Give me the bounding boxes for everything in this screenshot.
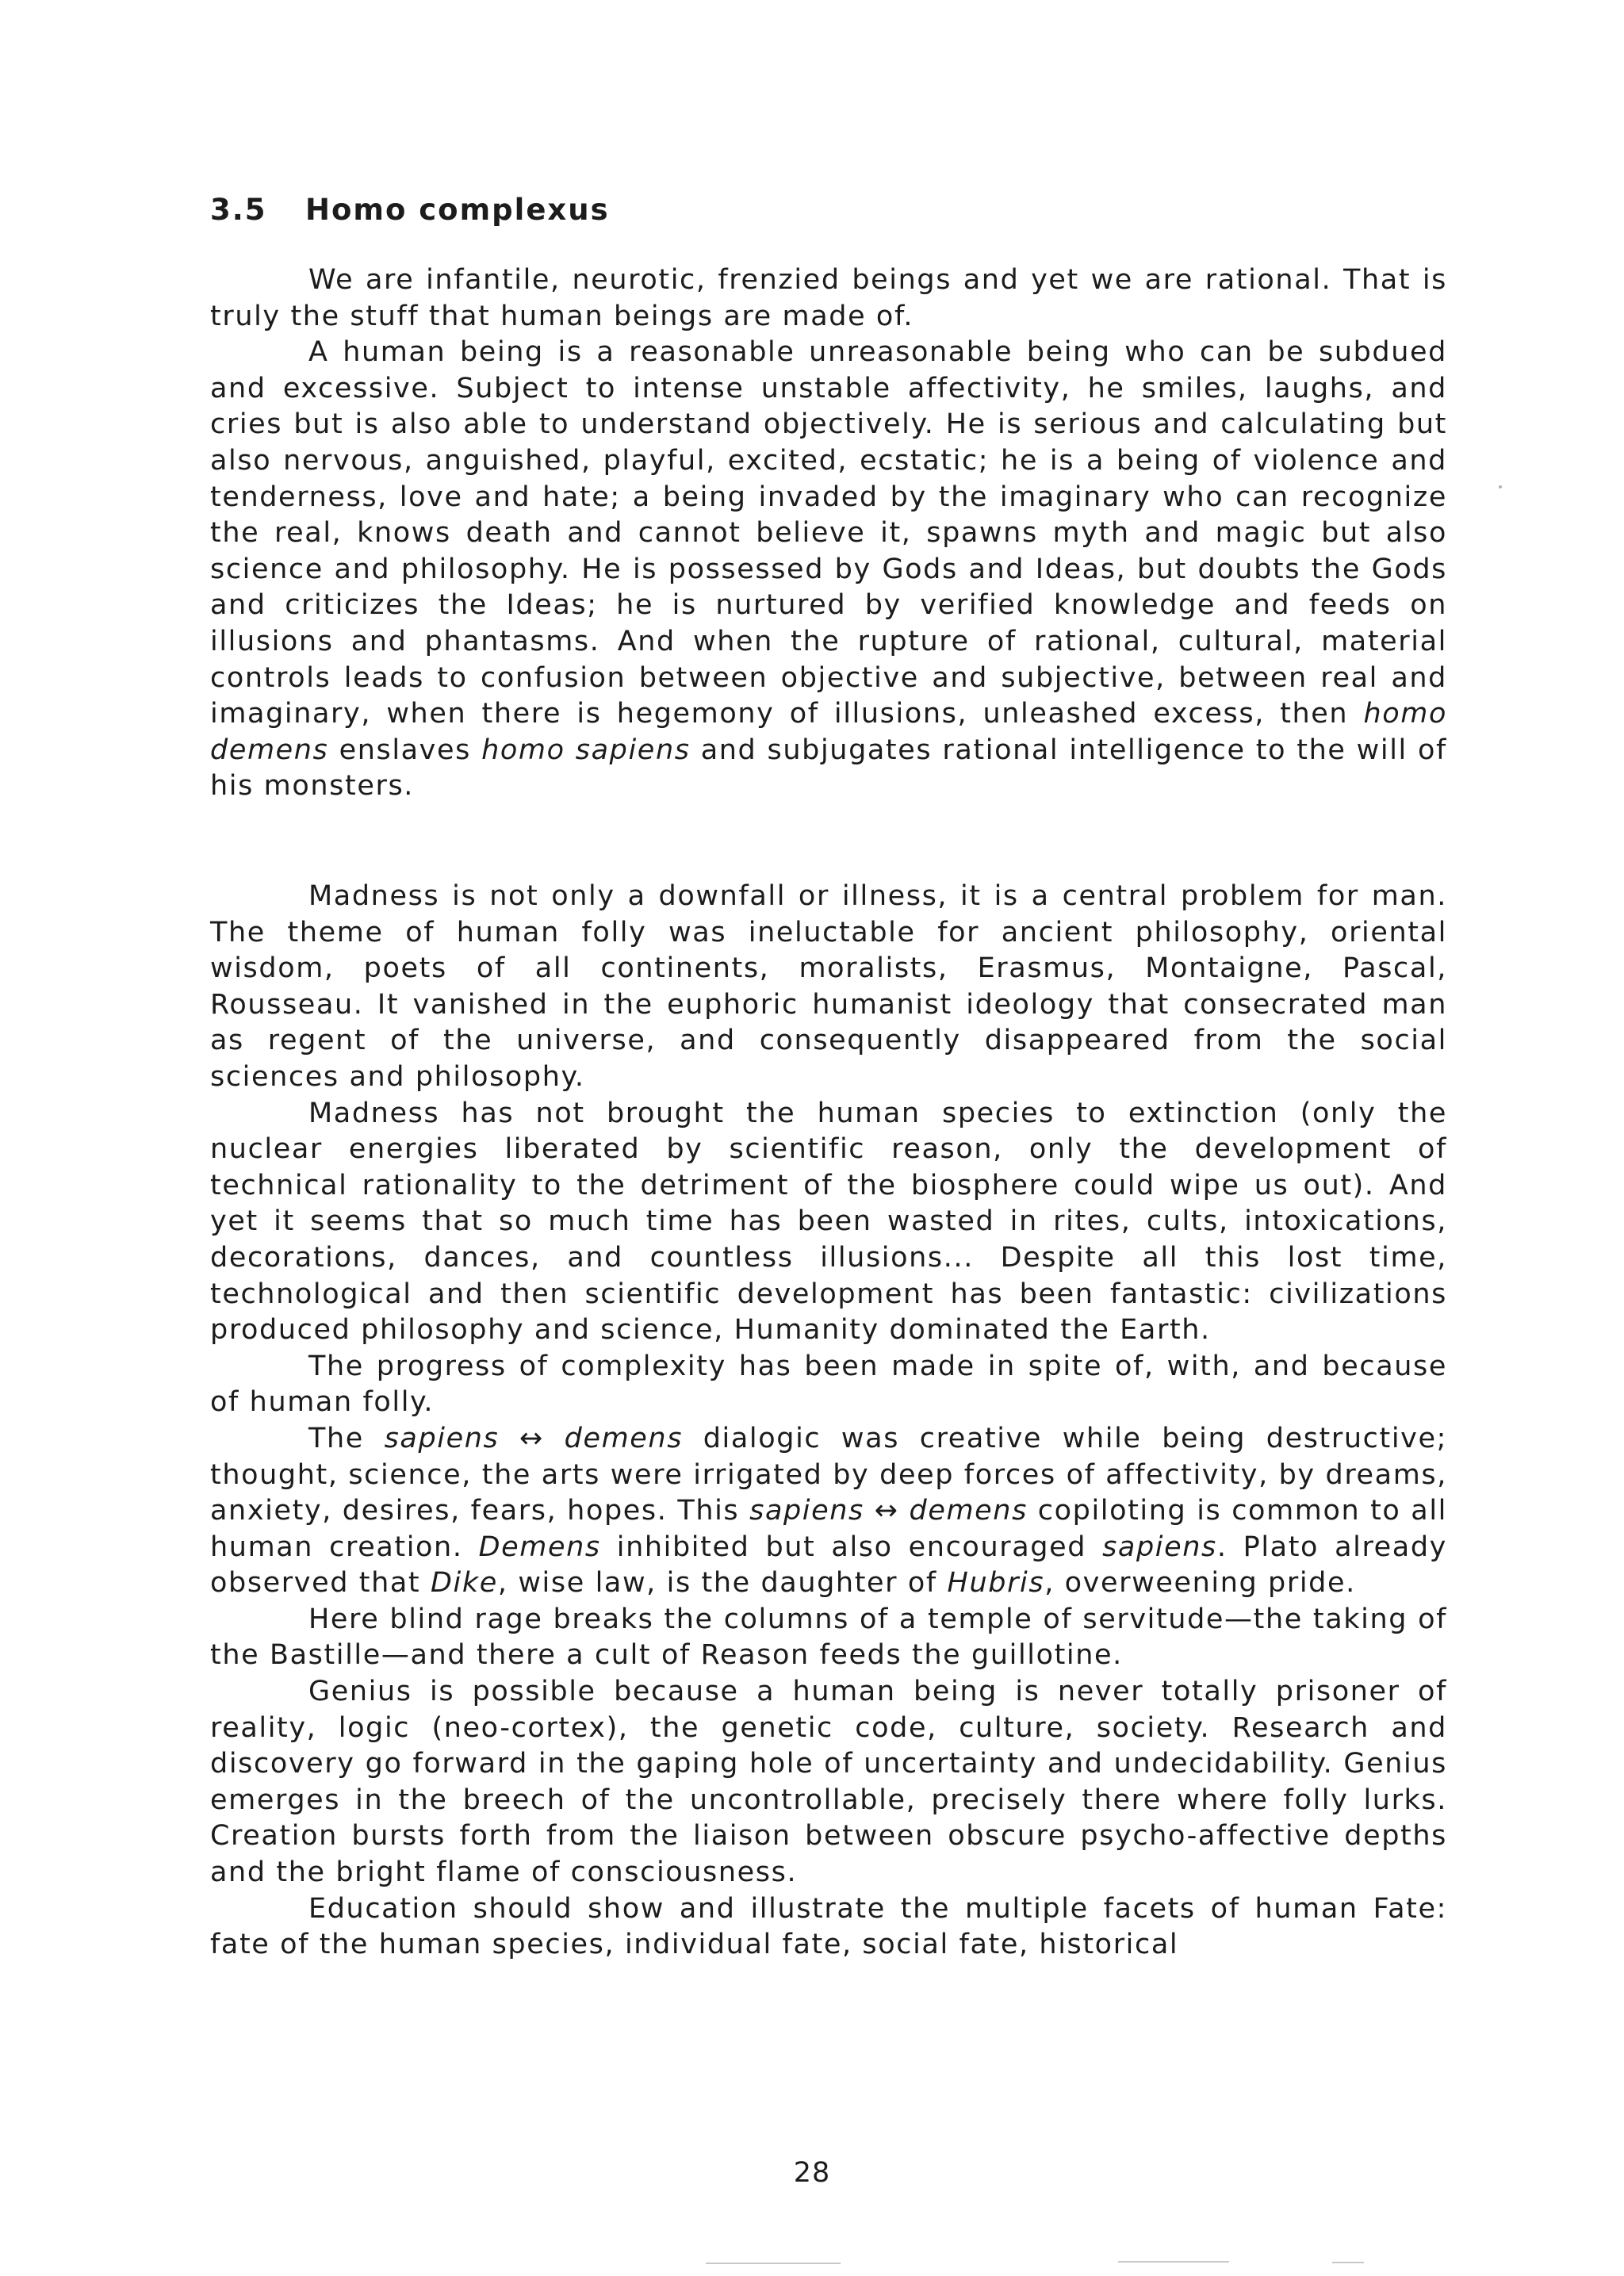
- paragraph: We are infantile, neurotic, frenzied beings and yet we are rational. That is truly the stuff that human beings are made of.: [210, 264, 1447, 332]
- italic-term: demens: [909, 1495, 1028, 1527]
- paragraph: A human being is a reasonable unreasonable being who can be subdued and excessive. Subject to intense unstable affectivity, he smiles, laughs, and cries but is also able to understand objectively. He is serious and calculating but also nervous, anguished, playful, excited, ecstatic; he is a being of violence and tenderness, love and hate; a being invaded by the imaginary who can recognize the real, knows death and cannot believe it, spawns myth and magic but also science and philosophy. He is possessed by Gods and Ideas, but doubts the Gods and criticizes the Ideas; he is nurtured by verified knowledge and feeds on illusions and phantasms. And when the rupture of rational, cultural, material controls leads to confusion between objective and subjective, between real and imaginary, when there is hegemony of illusions, unleashed excess, then homo demens enslaves homo sapiens and subjugates rational intelligence to the will of his monsters.: [210, 336, 1447, 803]
- scan-artifact: [706, 2263, 841, 2264]
- paragraph: Education should show and illustrate the multiple facets of human Fate: fate of the human species, individual fate, social fate, historical: [210, 1892, 1447, 1961]
- paragraph: Genius is possible because a human being is never totally prisoner of reality, logic (neo-cortex), the genetic code, culture, society. Research and discovery go forward in the gaping hole of uncertainty and undecidability. Genius emerges in the breech of the uncontrollable, precisely there where folly lurks. Creation bursts forth from the liaison between obscure psycho-affective depths and the bright flame of consciousness.: [210, 1676, 1447, 1889]
- page-number: 28: [793, 2157, 831, 2189]
- italic-term: Hubris: [947, 1567, 1045, 1600]
- italic-term: Demens: [478, 1531, 601, 1563]
- paragraph: The sapiens ↔ demens dialogic was creative while being destructive; thought, science, the arts were irrigated by deep forces of affectivity, by dreams, anxiety, desires, fears, hopes. This sapiens ↔ demens copiloting is common to all human creation. Demens inhibited but also encouraged sapiens. Plato already observed that Dike, wise law, is the daughter of Hubris, overweening pride.: [210, 1422, 1447, 1600]
- scan-artifact: [1332, 2262, 1364, 2263]
- section-number: 3.5: [210, 193, 267, 227]
- italic-term: homo sapiens: [481, 734, 691, 766]
- scan-artifact: [1499, 485, 1502, 489]
- section-heading: [210, 193, 610, 227]
- text-block-2: [210, 879, 1447, 1964]
- italic-term: Dike: [430, 1567, 498, 1600]
- italic-term: sapiens: [749, 1495, 864, 1527]
- italic-term: demens: [564, 1422, 684, 1454]
- scan-artifact: [1118, 2261, 1229, 2263]
- italic-term: sapiens: [1102, 1531, 1217, 1563]
- paragraph: The progress of complexity has been made in spite of, with, and because of human folly.: [210, 1350, 1447, 1419]
- text-block-1: [210, 262, 1447, 805]
- paragraph: Madness has not brought the human species to extinction (only the nuclear energies liberated by scientific reason, only the development of technical rationality to the detriment of the biosphere could wipe us out). And yet it seems that so much time has been wasted in rites, cults, intoxications, decorations, dances, and countless illusions... Despite all this lost time, technological and then scientific development has been fantastic: civilizations produced philosophy and science, Humanity dominated the Earth.: [210, 1097, 1447, 1347]
- italic-term: homo demens: [210, 698, 1447, 766]
- paragraph: Madness is not only a downfall or illness, it is a central problem for man. The theme of human folly was ineluctable for ancient philosophy, oriental wisdom, poets of all continents, moralists, Erasmus, Montaigne, Pascal, Rousseau. It vanished in the euphoric humanist ideology that consecrated man as regent of the universe, and consequently disappeared from the social sciences and philosophy.: [210, 880, 1447, 1093]
- italic-term: sapiens: [384, 1422, 500, 1454]
- paragraph: Here blind rage breaks the columns of a temple of servitude—the taking of the Bastille—and there a cult of Reason feeds the guillotine.: [210, 1603, 1447, 1672]
- section-title: Homo complexus: [305, 193, 610, 227]
